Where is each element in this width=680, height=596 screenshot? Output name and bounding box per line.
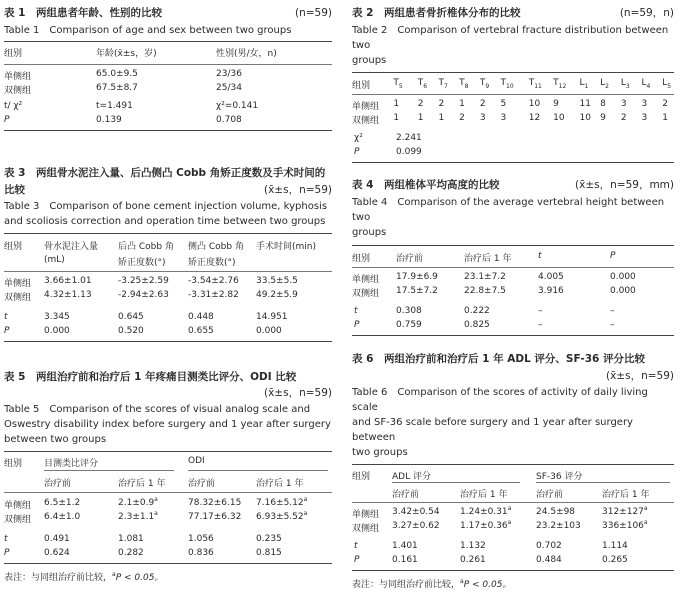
table-cell: 3 [641,113,648,123]
table-header: 组别 目测类比评分 ODI [4,455,332,471]
table-2-title: 表 2 两组患者骨折椎体分布的比较 (n=59，n) [352,7,674,19]
table-cell: 10 [528,99,541,109]
table-cell: 9 [553,99,559,109]
table-header: 组别 骨水泥注入量 后凸 Cobb 角 侧凸 Cobb 角 手术时间(min) [4,242,316,252]
table-row: 单侧组 6.5±1.2 2.1±0.9$^a$ 78.32±6.15 7.16±5.12$^a$ [4,496,308,511]
table-5-note: 表注：与同组治疗前比较，$^a$P < 0.05。 [4,571,164,583]
table-cell: 1 [393,99,400,109]
table-row: 双侧组 4.32±1.13 -2.94±2.63 -3.31±2.82 49.2±5.9 [4,290,298,303]
vertebra-header-cell: $L_5$ [662,78,672,90]
table-header: 组别 年龄(x̄±s，岁) 性别(男/女，n) [4,49,277,59]
table-cell: 10 [553,113,565,123]
table-header: 组别 治疗前 治疗后 1 年 t P [352,251,616,264]
table-stat-row: t 0.491 1.081 1.056 0.235 [4,534,282,544]
table-cell: 3 [620,99,627,109]
table-stat-row: t/ χ² t=1.491 χ²=0.141 [4,101,259,111]
table-4-title: 表 4 两组椎体平均高度的比较 (x̄±s，n=59，mm) [352,179,674,191]
table-cell: 3 [641,99,648,109]
table-cell: 10 [579,113,591,123]
table-cell: 2 [620,113,627,123]
table-5-title: 表 5 两组治疗前和治疗后 1 年疼痛目测类比评分、ODI 比较 [4,371,297,383]
table-6-english-title: Table 6 Comparison of the scores of activity of daily living scale [352,387,648,413]
table-cell: 3 [479,113,486,123]
vertebra-header-cell: $T_8$ [459,78,469,90]
table-cell: 1 [438,113,445,123]
table-row: 双侧组 3.27±0.62 1.17±0.36$^a$ 23.2±103 $336\pm 106^a$ [352,519,648,534]
table-cell: 9 [600,113,606,123]
table-row [352,112,674,126]
vertebra-header-cell: $T_{11}$ [528,78,542,90]
table-stat-row: t 0.308 0.222 – – [354,306,615,316]
table-2-english-title: Table 2 Comparison of vertebral fracture distribution between two [352,25,669,51]
table-stat-row: P 0.000 0.520 0.655 0.000 [4,326,282,336]
table-6: 表 6 两组治疗前和治疗后 1 年 ADL 评分、SF-36 评分比较 (x̄±s，n=59) Table 6 Comparison of the scores of activity of daily living scale and SF-36 scale before surgery and 1 year after surgery between two groups 组别 ADL 评分 SF-36 评分 治疗前 治疗后 1 年 治疗前 治疗后 1 年 单侧组 3.42±0.54 1.24±0.31$^a$ 24.5±98 $312\pm 127^a$ 双侧组 3.27±0.62 1.17±0.36$^a$ 23.2±103 $336\pm 106^a$ t 1.401 1.132 0.702 1.114 P 0.161 0.261 0.484 0.265 表注：与同组治疗前比较，$^a$P < 0.05。 [352,353,674,590]
table-cell: 单侧组 [352,102,380,112]
table-header [352,77,674,91]
table-cell: 2 [459,113,465,123]
vertebra-header-cell: $L_3$ [620,78,630,90]
vertebra-header-cell: $T_{12}$ [553,78,567,90]
table-row: 双侧组 6.4±1.0 2.3±1.1$^a$ 77.17±6.32 6.93±5.52$^a$ [4,510,308,525]
table-cell: 8 [600,99,606,109]
table-cell: 1 [459,99,465,109]
table-row: 单侧组 17.9±6.9 23.1±7.2 4.005 0.000 [352,272,636,285]
table-1-english-title: Table 1 Comparison of age and sex between two groups [4,25,292,36]
table-cell: 11 [579,99,591,109]
table-2: 表 2 两组患者骨折椎体分布的比较 (n=59，n) Table 2 Comparison of vertebral fracture distribution between two groups 组别 $T_5$ $T_6$ $T_7$ $T_8$ $T_9$ $T_{10}$ $T_{11}$ $T_{12}$ $L_1$ $L_2$ $L_3$ $L_4$ $L_5$ 单侧组 1 2 2 1 2 5 10 9 11 8 3 3 2 双侧组 1 1 1 2 3 3 12 10 10 9 2 3 1 χ² 2.241 P 0.099 [352,6,674,163]
table-6-title: 表 6 两组治疗前和治疗后 1 年 ADL 评分、SF-36 评分比较 [352,353,645,365]
table-header: 组别 ADL 评分 SF-36 评分 [352,468,674,482]
table-cell: 2 [479,99,486,109]
table-stat-row: t 1.401 1.132 0.702 1.114 [354,541,628,551]
table-cell: 5 [500,99,507,109]
table-stat-row: P 0.759 0.825 – – [354,320,615,330]
table-6-note: 表注：与同组治疗前比较，$^a$P < 0.05。 [352,578,512,590]
vertebra-header-cell: $L_2$ [600,78,609,90]
table-stat-row: t 3.345 0.645 0.448 14.951 [4,312,288,322]
table-cell: 3 [500,113,507,123]
table-cell: 1 [662,113,668,123]
table-stat-row: χ² 2.241 [354,133,422,143]
table-cell: 12 [528,113,541,123]
table-4-english-title: Table 4 Comparison of the average vertebral height between two [352,197,665,223]
table-row: 单侧组 3.42±0.54 1.24±0.31$^a$ 24.5±98 $312\pm 127^a$ [352,505,648,520]
vertebra-header-cell: $T_5$ [393,78,403,90]
table-cell: 双侧组 [352,116,380,126]
vertebra-header-cell: $T_{10}$ [500,78,514,90]
table-row: 双侧组 67.5±8.7 25/34 [4,83,242,96]
table-cell: 1 [393,113,400,123]
table-cell: 2 [662,99,668,109]
table-row: 单侧组 65.0±9.5 23/36 [4,69,242,82]
table-cell: 2 [438,99,445,109]
vertebra-header-cell: $L_4$ [641,78,651,90]
table-4: 表 4 两组椎体平均高度的比较 (x̄±s，n=59，mm) Table 4 Comparison of the average vertebral height between two groups 组别 治疗前 治疗后 1 年 t P 单侧组 17.9±6.9 23.1±7.2 4.005 0.000 双侧组 17.5±7.2 22.8±7.5 3.916 0.000 t 0.308 0.222 – – P 0.759 0.825 – – [352,178,674,336]
vertebra-header-cell: $T_9$ [479,78,490,90]
table-row: 单侧组 3.66±1.01 -3.25±2.59 -3.54±2.76 33.5±5.5 [4,276,298,289]
table-cell: 1 [417,113,424,123]
table-stat-row: P 0.624 0.282 0.836 0.815 [4,548,282,558]
table-stat-row: P 0.139 0.708 [4,115,242,125]
vertebra-header-cell: $L_1$ [579,78,589,90]
table-5-english-title: Table 5 Comparison of the scores of visual analog scale and [4,404,311,415]
table-5: 表 5 两组治疗前和治疗后 1 年疼痛目测类比评分、ODI 比较 (x̄±s，n=59) Table 5 Comparison of the scores of visual analog scale and Oswestry disability index before surgery and 1 year after surgery between two groups 组别 目测类比评分 ODI 治疗前 治疗后 1 年 治疗前 治疗后 1 年 单侧组 6.5±1.2 2.1±0.9$^a$ 78.32±6.15 7.16±5.12$^a$ 双侧组 6.4±1.0 2.3±1.1$^a$ 77.17±6.32 6.93±5.52$^a$ t 0.491 1.081 1.056 0.235 P 0.624 0.282 0.836 0.815 表注：与同组治疗前比较，$^a$P < 0.05。 [4,371,332,583]
table-1 [4,6,332,131]
table-3: 表 3 两组骨水泥注入量、后凸侧凸 Cobb 角矫正度数及手术时间的 比较 (x̄±s，n=59) Table 3 Comparison of bone cement injection volume, kyphosis and scoliosis correction and operation time between two groups 组别 骨水泥注入量 后凸 Cobb 角 侧凸 Cobb 角 手术时间(min) (mL) 矫正度数(°) 矫正度数(°) 单侧组 3.66±1.01 -3.25±2.59 -3.54±2.76 33.5±5.5 双侧组 4.32±1.13 -2.94±2.63 -3.31±2.82 49.2±5.9 t 3.345 0.645 0.448 14.951 P 0.000 0.520 0.655 0.000 [4,166,332,342]
table-stat-row: P 0.161 0.261 0.484 0.265 [354,555,628,565]
table-3-title: 表 3 两组骨水泥注入量、后凸侧凸 Cobb 角矫正度数及手术时间的 [4,167,326,179]
table-row [352,98,674,112]
vertebra-header-cell: $T_6$ [417,78,428,90]
table-cell: 2 [417,99,424,109]
table-1-title: 表 1 两组患者年龄、性别的比较 (n=59) [4,7,332,19]
vertebra-header-cell: $T_7$ [438,78,448,90]
table-3-english-title: Table 3 Comparison of bone cement injection volume, kyphosis [4,201,328,212]
table-row: 双侧组 17.5±7.2 22.8±7.5 3.916 0.000 [352,286,636,299]
table-stat-row: P 0.099 [354,147,422,157]
header-cell: 组别 [352,81,371,91]
